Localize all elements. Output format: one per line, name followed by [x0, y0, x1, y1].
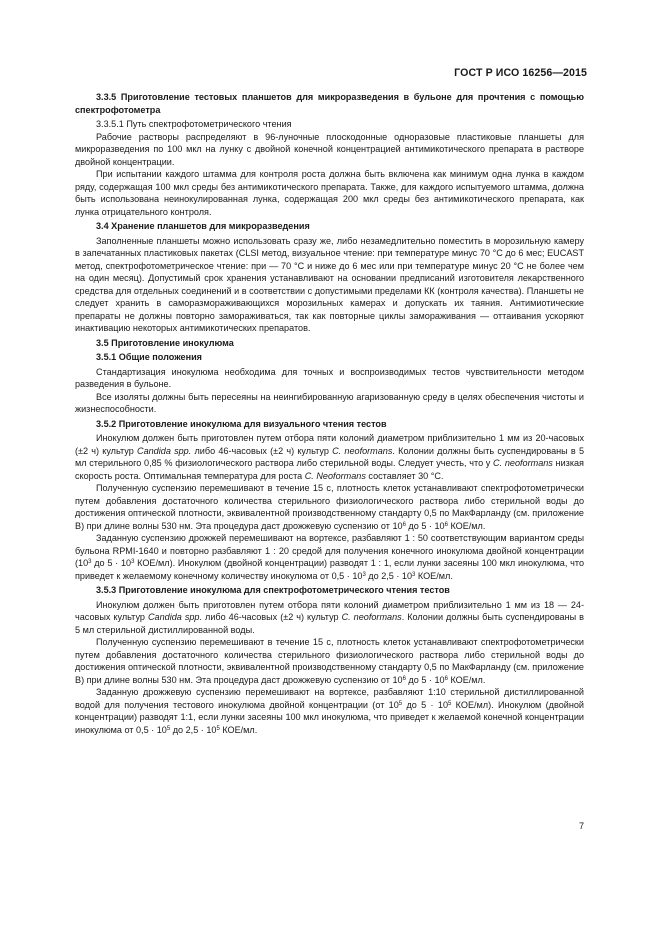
section-heading-3-5: 3.5 Приготовление инокулюма — [96, 337, 234, 348]
section-heading-3-3-5: 3.3.5 Приготовление тестовых планшетов для микроразведения в бульоне для прочтения с помощью спектрофотометра — [75, 92, 584, 115]
page-number: 7 — [578, 821, 584, 831]
subsection-3-3-5-1: 3.3.5.1 Путь спектрофотометрического чтения — [96, 119, 292, 129]
section-heading-3-5-3: 3.5.3 Приготовление инокулюма для спектрофотометрического чтения тестов — [96, 585, 450, 595]
paragraph: Полученную суспензию перемешивают в течение 15 с, плотность клеток устанавливают спектрофотометрически путем добавления достаточного количества стерильного физиологического раствора либо стерильной воды до достижения оптической плотности, эквивалентной производственному стандарту 0,5 по МакФарланду (см. приложение В) при длине волны 530 нм. Эта процедура даст дрожжевую суспензию от $10^6$ до $5 \cdot 10^6$ КОЕ/мл. — [75, 637, 584, 685]
paragraph: Полученную суспензию перемешивают в течение 15 с, плотность клеток устанавливают спектрофотометрически путем добавления достаточного количества стерильного физиологического раствора либо стерильной воды до достижения оптической плотности, эквивалентной производственному стандарту 0,5 по МакФарланду (см. приложение В) при длине волны 530 нм. Эта процедура даст дрожжевую суспензию от $10^6$ до $5 \cdot 10^6$ КОЕ/мл. — [75, 483, 584, 531]
paragraph: Инокулюм должен быть приготовлен путем отбора пяти колоний диаметром приблизительно 1 мм из 20-часовых (±2 ч) культур Candida spp. либо 46-часовых (±2 ч) культур C. neoformans. Колонии должны быть суспендированы в 5 мл стерильного 0,85 % физиологического раствора либо стерильной воды. Следует учесть, что у C. neoformans низкая скорость роста. Оптимальная температура для роста C. Neoformans составляет 30 °C. — [75, 433, 585, 481]
section-heading-3-4: 3.4 Хранение планшетов для микроразведения — [96, 221, 310, 231]
paragraph: При испытании каждого штамма для контроля роста должна быть включена как минимум одна лунка в каждом ряду, содержащая 100 мкл среды без антимикотического препарата. Также, для каждого испытуемого штамма, должна быть использована неинокулированная лунка, содержащая 200 мкл среды без антимикотического препарата, как лунка отрицательного контроля. — [75, 169, 584, 217]
paragraph: Инокулюм должен быть приготовлен путем отбора пяти колоний диаметром приблизительно 1 мм из 18 — 24-часовых культур Candida spp. либо 46-часовых (±2 ч) культур C. neoformans. Колонии должны быть суспендированы в 5 мл стерильной дистиллированной воды. — [75, 599, 584, 635]
paragraph: Заданную суспензию дрожжей перемешивают на вортексе, разбавляют 1 : 50 соответствующим вариантом среды бульона RPMI-1640 и повторно разбавляют 1 : 20 средой для получения конечного инокулюма двойной концентрации ($10^3$ до $5 \cdot 10^3$ КОЕ/мл). Инокулюм (двойной концентрации) разводят 1 : 1, если лунки засеяны 100 мкл инокулюма, что приведет к желаемому конечному количеству инокулюма от $0,5 \cdot 10^3$ до $2,5 \cdot 10^3$ КОЕ/мл. — [75, 533, 584, 581]
paragraph: Стандартизация инокулюма необходима для точных и воспроизводимых тестов чувствительности методом разведения в бульоне. — [75, 366, 584, 389]
paragraph: Заданную дрожжевую суспензию перемешивают на вортексе, разбавляют 1:10 стерильной дистиллированной водой для получения тестового инокулюма двойной концентрации (от $10^5$ до $5 \cdot 10^5$ КОЕ/мл). Инокулюм (двойной концентрации) разводят 1:1, если лунки засеяны 100 мкл инокулюма, что приведет к желаемой конечной концентрации инокулюма от $0,5 \cdot 10^5$ до $2,5 \cdot 10^5$ КОЕ/мл. — [75, 687, 584, 735]
document-header: ГОСТ Р ИСО 16256—2015 — [454, 67, 587, 79]
document-body — [75, 91, 584, 736]
paragraph: Все изоляты должны быть пересеяны на неингибированную агаризованную среду в целях обеспечения чистоты и жизнеспособности. — [75, 391, 584, 414]
section-heading-3-5-2: 3.5.2 Приготовление инокулюма для визуального чтения тестов — [96, 418, 387, 429]
section-heading-3-5-1: 3.5.1 Общие положения — [96, 352, 202, 362]
paragraph: Рабочие растворы распределяют в 96-луночные плоскодонные одноразовые пластиковые планшеты для микроразведения по 100 мкл на лунку с двойной конечной концентрацией антимикотического препарата в растворе двойной концентрации. — [75, 131, 584, 167]
paragraph: Заполненные планшеты можно использовать сразу же, либо незамедлительно поместить в морозильную камеру в запечатанных пластиковых пакетах (CLSI метод, визуальное чтение: при температуре минус 70 °C до 6 мес; EUCAST метод, спектрофотометрическое чтение: при — 70 °C и ниже до 6 мес или при температуре минус 20 °C не более чем на один месяц). Допустимый срок хранения устанавливают на основании предписаний изготовителя лекарственного средства для отдельных соединений и в соответствии с допустимыми пределами КК (контроля качества). Планшеты не следует хранить в саморазмораживающихся морозильных камерах и допускать их таяния. Антимиотические препараты не должны повторно замораживаться, так как повторные циклы замораживания — оттаивания ускоряют инактивацию некоторых антимикотических препаратов. — [75, 235, 584, 333]
